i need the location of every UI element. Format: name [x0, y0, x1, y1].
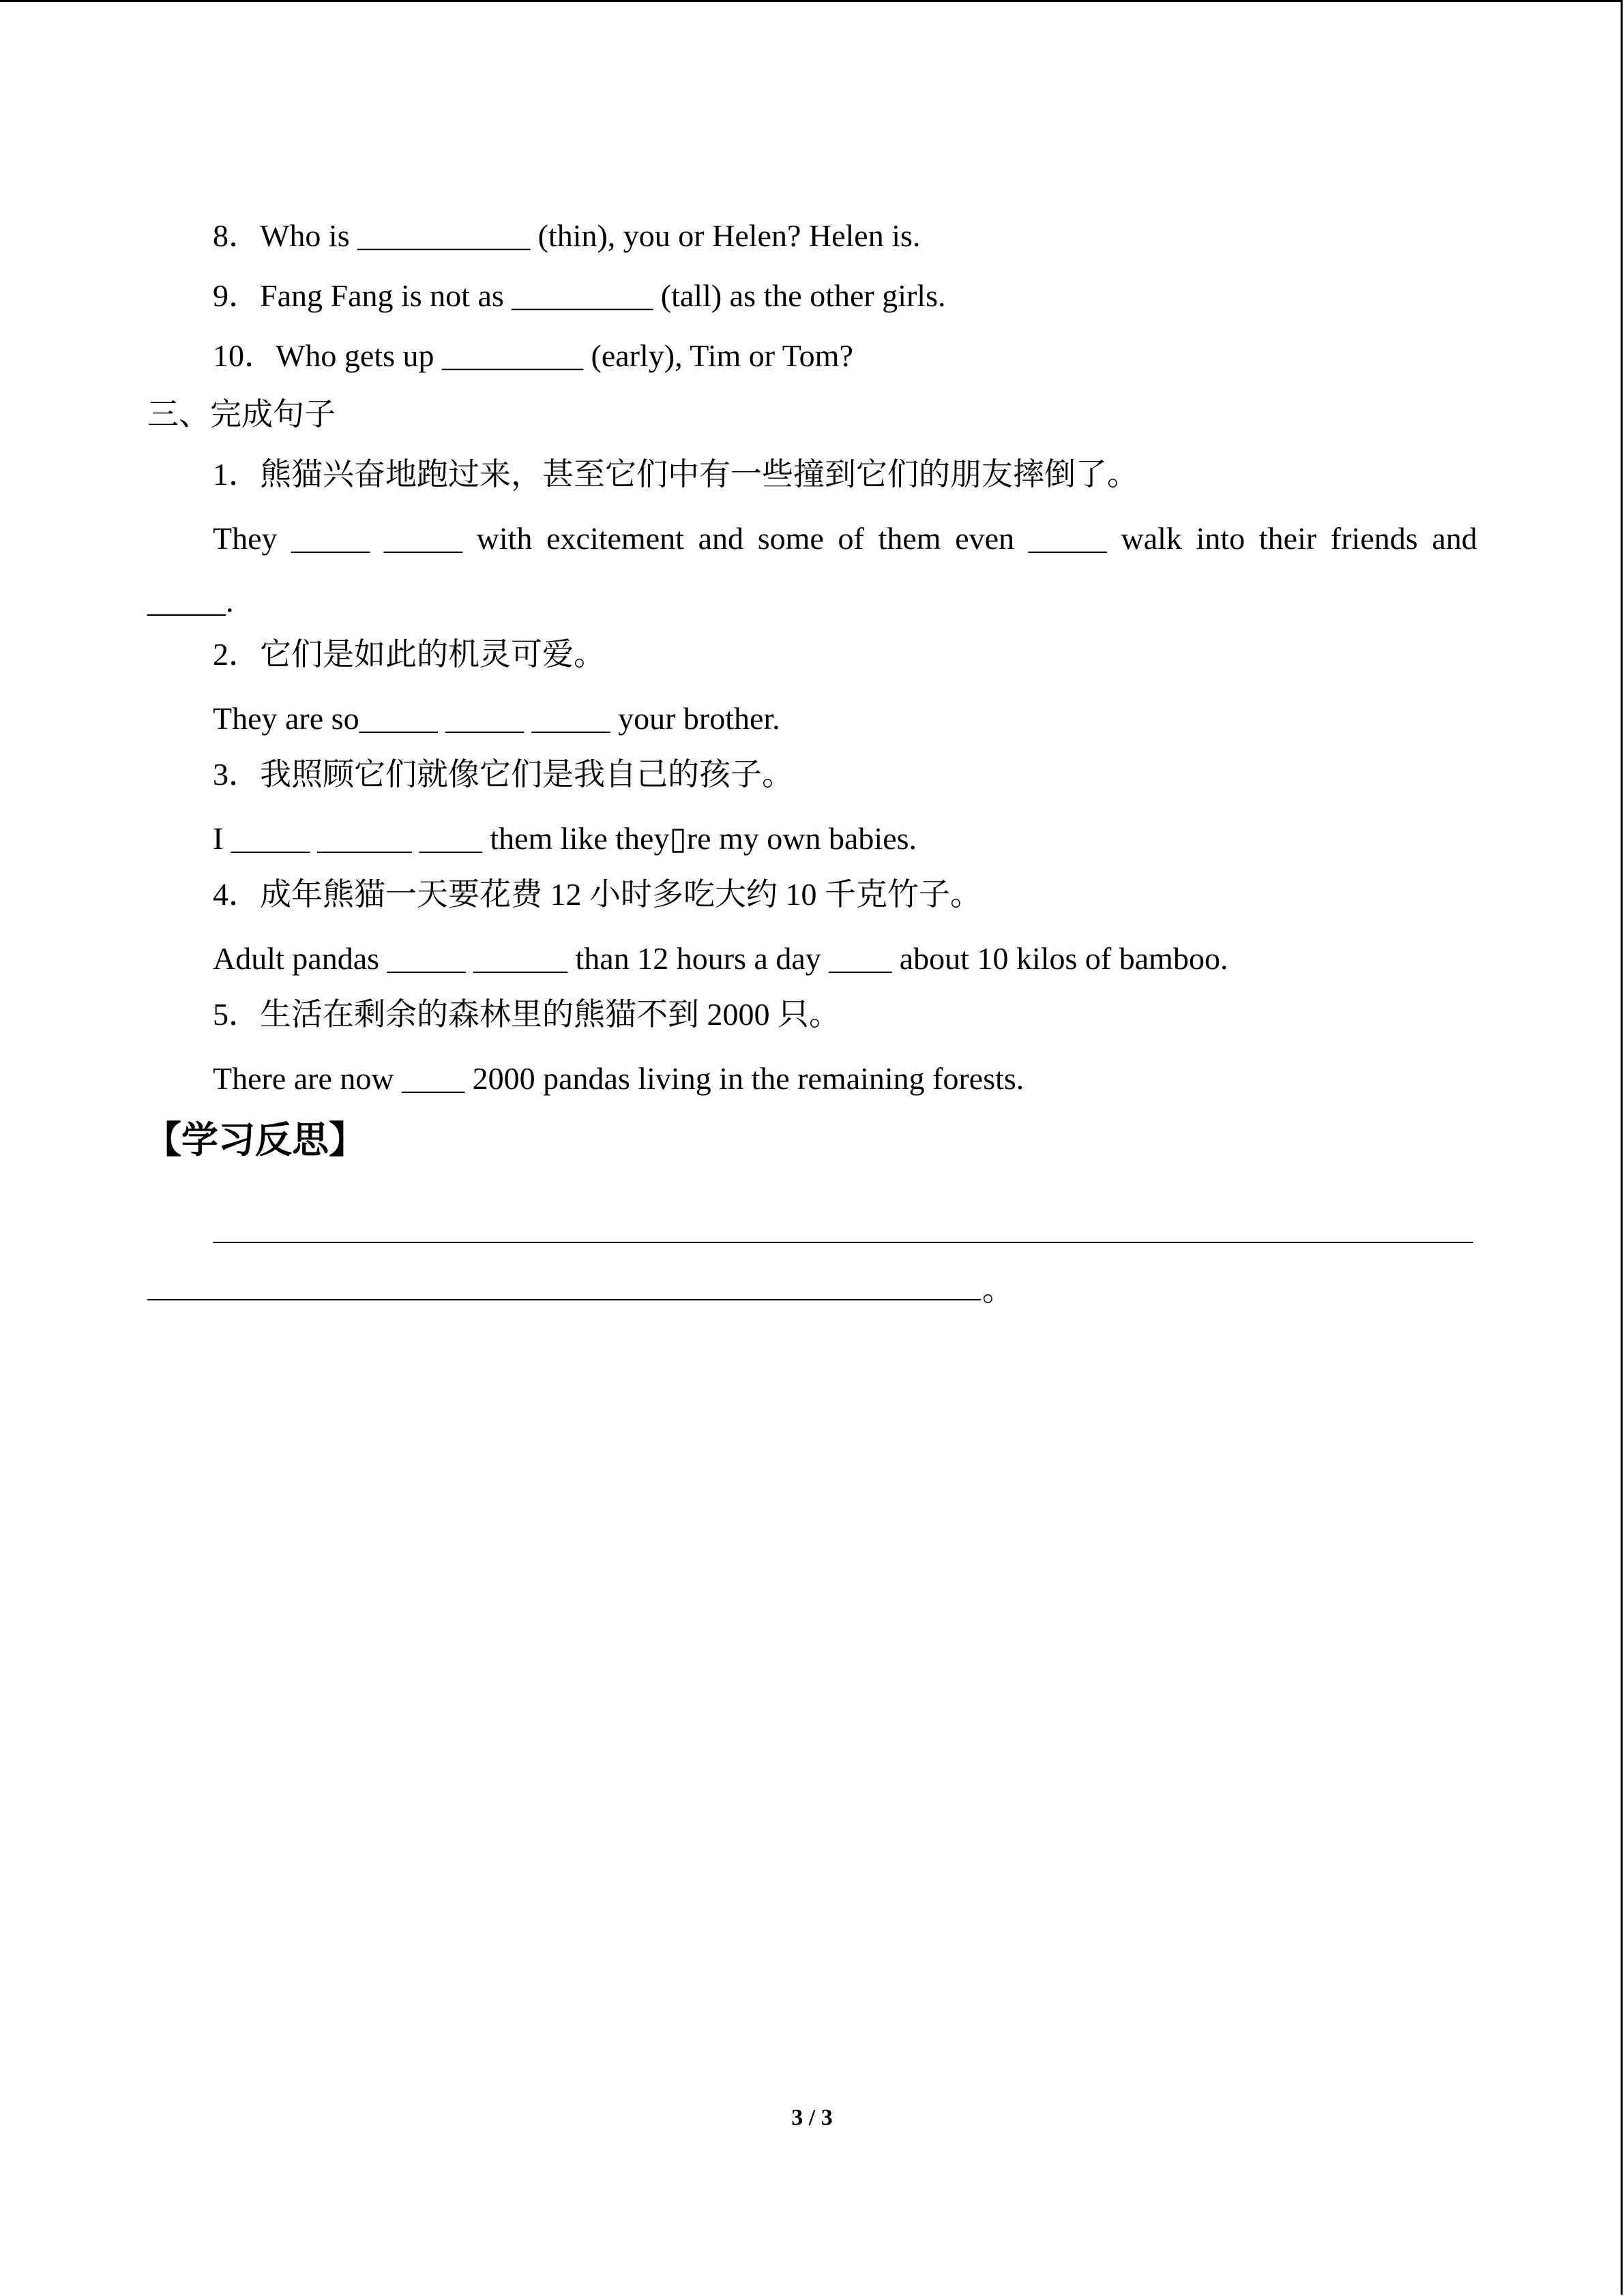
question-3-chinese: 3．我照顾它们就像它们是我自己的孩子。 — [213, 757, 793, 792]
question-1-word: into — [1196, 521, 1245, 556]
reflection-end-mark: 。 — [982, 1272, 1014, 1307]
question-1-word: and — [698, 521, 744, 556]
question-5-english: There are now ____ 2000 pandas living in the remaining forests. — [213, 1061, 1024, 1096]
question-1-english — [213, 520, 1477, 558]
question-1-word: _____ — [291, 521, 370, 556]
exercise-item-9: 9．Fang Fang is not as _________ (tall) as the other girls. — [213, 278, 946, 313]
question-1-word: them — [878, 521, 941, 556]
question-1-word: their — [1258, 521, 1317, 556]
question-4-english: Adult pandas _____ ______ than 12 hours a day ____ about 10 kilos of bamboo. — [213, 941, 1228, 976]
question-1-word: _____ — [1028, 521, 1107, 556]
question-1-word: even — [955, 521, 1015, 556]
question-1-english-continued: _____. — [147, 584, 234, 618]
question-2-english: They are so_____ _____ _____ your brother. — [213, 701, 780, 736]
question-4-chinese: 4．成年熊猫一天要花费 12 小时多吃大约 10 千克竹子。 — [213, 877, 981, 912]
reflection-line-2 — [147, 1299, 981, 1300]
exercise-item-10: 10．Who gets up _________ (early), Tim or Tom? — [213, 338, 853, 373]
question-1-word: with — [476, 521, 533, 556]
question-1-word: excitement — [546, 521, 684, 556]
question-3-english: I _____ ______ ____ them like they▯re my own babies. — [213, 821, 917, 856]
question-1-word: _____ — [383, 521, 462, 556]
question-1-word: friends — [1330, 521, 1418, 556]
page-number: 3 / 3 — [791, 2105, 833, 2130]
question-1-word: and — [1432, 521, 1477, 556]
question-1-word: of — [838, 521, 864, 556]
reflection-heading: 【学习反思】 — [145, 1118, 366, 1161]
question-1-word: some — [757, 521, 824, 556]
reflection-line-1 — [213, 1242, 1473, 1243]
question-1-word: walk — [1121, 521, 1182, 556]
question-5-chinese: 5．生活在剩余的森林里的熊猫不到 2000 只。 — [213, 997, 840, 1032]
question-2-chinese: 2．它们是如此的机灵可爱。 — [213, 637, 605, 672]
exercise-item-8: 8．Who is ___________ (thin), you or Helen? Helen is. — [213, 218, 921, 253]
section-3-title: 三、完成句子 — [147, 397, 336, 432]
question-1-word: They — [213, 521, 278, 556]
question-1-chinese: 1．熊猫兴奋地跑过来，甚至它们中有一些撞到它们的朋友摔倒了。 — [213, 457, 1138, 492]
